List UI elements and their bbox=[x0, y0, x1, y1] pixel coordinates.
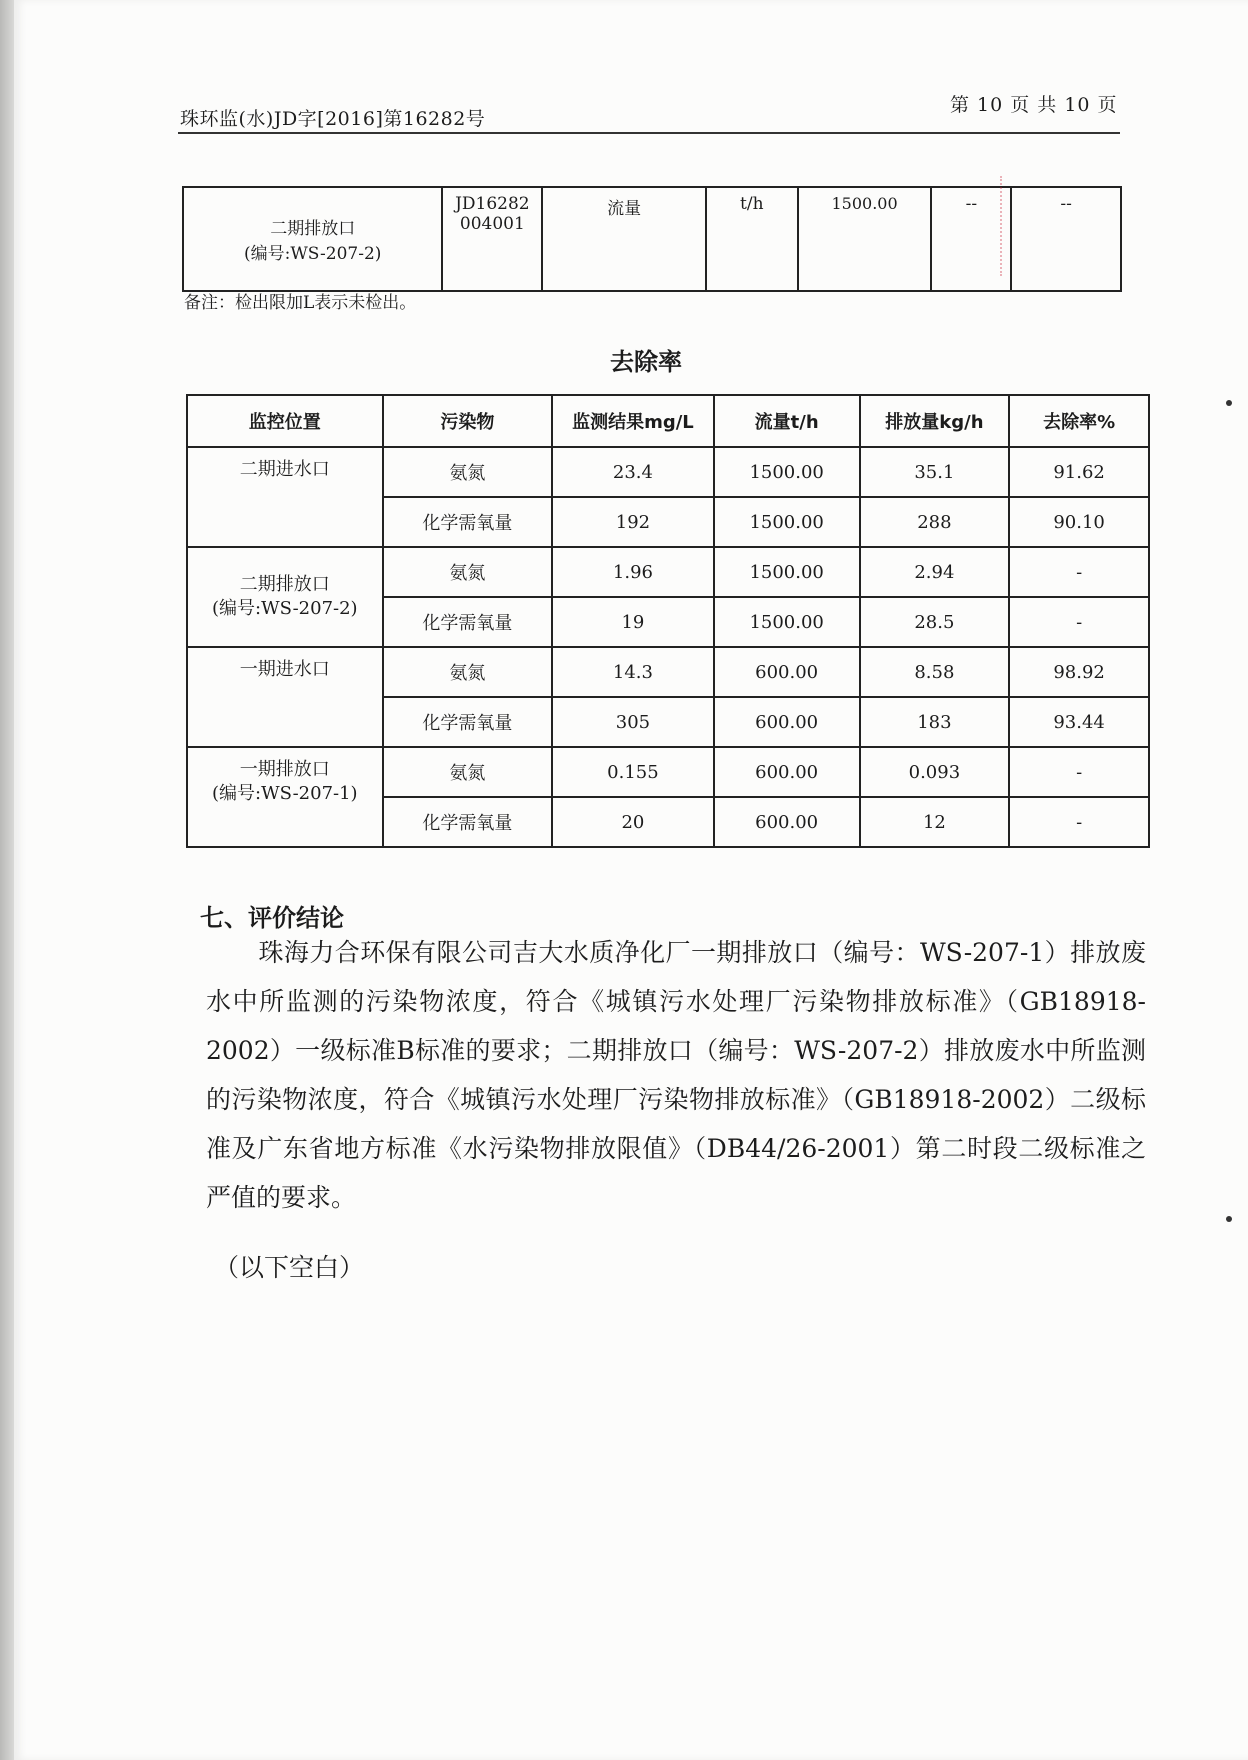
location-cell bbox=[187, 747, 383, 847]
result-cell: 0.155 bbox=[552, 747, 714, 797]
page-indicator: 第 10 页 共 10 页 bbox=[950, 94, 1118, 116]
binding-hole-mark bbox=[1226, 1216, 1232, 1222]
discharge-cell: 0.093 bbox=[860, 747, 1010, 797]
table-row bbox=[187, 447, 1149, 497]
flow-cell: 600.00 bbox=[714, 747, 860, 797]
flow-cell: 1500.00 bbox=[714, 547, 860, 597]
result-cell: 20 bbox=[552, 797, 714, 847]
conclusion-text: 珠海力合环保有限公司吉大水质净化厂一期排放口（编号：WS-207-1）排放废水中所监测的污染物浓度，符合《城镇污水处理厂污染物排放标准》（GB18918-2002）一级标准B标准的要求；二期排放口（编号：WS-207-2）排放废水中所监测的污染物浓度，符合《城镇污水处理厂污染物排放标准》（GB18918-2002）二级标准及广东省地方标准《水污染物排放限值》（DB44/26-2001）第二时段二级标准之严值的要求。 bbox=[206, 938, 1146, 1212]
discharge-cell: 35.1 bbox=[860, 447, 1010, 497]
dash-cell: -- bbox=[1011, 187, 1121, 291]
location-cell bbox=[187, 447, 383, 547]
discharge-cell: 2.94 bbox=[860, 547, 1010, 597]
rate-cell: 98.92 bbox=[1009, 647, 1149, 697]
table-row bbox=[187, 647, 1149, 697]
location-name: 一期排放口 bbox=[239, 759, 330, 780]
rate-cell: - bbox=[1009, 747, 1149, 797]
sample-id-line2: 004001 bbox=[459, 214, 525, 234]
removal-rate-table bbox=[186, 394, 1150, 848]
column-header: 流量t/h bbox=[714, 395, 860, 447]
location-name: 二期进水口 bbox=[239, 459, 330, 480]
pollutant-cell: 化学需氧量 bbox=[383, 797, 553, 847]
document-number: 珠环监(水)JD字[2016]第16282号 bbox=[180, 108, 486, 130]
result-cell: 305 bbox=[552, 697, 714, 747]
pollutant-cell: 氨氮 bbox=[383, 447, 553, 497]
location-cell bbox=[187, 547, 383, 647]
item-cell: 流量 bbox=[542, 187, 706, 291]
rate-cell: - bbox=[1009, 597, 1149, 647]
location-code: (编号:WS-207-2) bbox=[243, 244, 382, 264]
header-divider bbox=[178, 132, 1120, 134]
discharge-cell: 8.58 bbox=[860, 647, 1010, 697]
result-cell: 1.96 bbox=[552, 547, 714, 597]
dash-cell: -- bbox=[931, 187, 1011, 291]
removal-rate-title: 去除率 bbox=[610, 348, 682, 376]
pollutant-cell: 氨氮 bbox=[383, 547, 553, 597]
flow-cell: 600.00 bbox=[714, 797, 860, 847]
result-cell: 192 bbox=[552, 497, 714, 547]
flow-cell: 1500.00 bbox=[714, 447, 860, 497]
table-row bbox=[187, 747, 1149, 797]
pollutant-cell: 化学需氧量 bbox=[383, 697, 553, 747]
section-title: 七、评价结论 bbox=[200, 904, 344, 932]
sample-id-cell bbox=[442, 187, 542, 291]
table-note: 备注：检出限加L表示未检出。 bbox=[184, 293, 417, 313]
discharge-cell: 183 bbox=[860, 697, 1010, 747]
column-header: 污染物 bbox=[383, 395, 553, 447]
flow-cell: 1500.00 bbox=[714, 497, 860, 547]
pollutant-cell: 氨氮 bbox=[383, 747, 553, 797]
rate-cell: 91.62 bbox=[1009, 447, 1149, 497]
sample-id-line1: JD16282 bbox=[455, 194, 530, 214]
stamp-trace bbox=[930, 176, 1002, 276]
discharge-cell: 288 bbox=[860, 497, 1010, 547]
rate-cell: - bbox=[1009, 547, 1149, 597]
value-cell: 1500.00 bbox=[798, 187, 932, 291]
scan-edge-shadow bbox=[0, 0, 14, 1760]
flow-cell: 600.00 bbox=[714, 647, 860, 697]
column-header: 监测结果mg/L bbox=[552, 395, 714, 447]
flow-cell: 600.00 bbox=[714, 697, 860, 747]
location-cell bbox=[183, 187, 442, 291]
flow-cell: 1500.00 bbox=[714, 597, 860, 647]
result-cell: 19 bbox=[552, 597, 714, 647]
location-code: (编号:WS-207-1) bbox=[212, 783, 358, 805]
pollutant-cell: 化学需氧量 bbox=[383, 497, 553, 547]
column-header: 排放量kg/h bbox=[860, 395, 1010, 447]
location-name: 二期排放口 bbox=[239, 573, 330, 595]
unit-cell: t/h bbox=[706, 187, 798, 291]
discharge-cell: 28.5 bbox=[860, 597, 1010, 647]
pollutant-cell: 氨氮 bbox=[383, 647, 553, 697]
result-cell: 23.4 bbox=[552, 447, 714, 497]
column-header: 监控位置 bbox=[187, 395, 383, 447]
location-cell bbox=[187, 647, 383, 747]
location-name: 二期排放口 bbox=[270, 219, 356, 239]
blank-below-note: （以下空白） bbox=[214, 1253, 365, 1282]
table-header-row bbox=[187, 395, 1149, 447]
rate-cell: 90.10 bbox=[1009, 497, 1149, 547]
location-code: (编号:WS-207-2) bbox=[212, 598, 358, 619]
binding-hole-mark bbox=[1226, 400, 1232, 406]
conclusion-paragraph bbox=[206, 928, 1146, 1222]
discharge-cell: 12 bbox=[860, 797, 1010, 847]
pollutant-cell: 化学需氧量 bbox=[383, 597, 553, 647]
column-header: 去除率% bbox=[1009, 395, 1149, 447]
rate-cell: - bbox=[1009, 797, 1149, 847]
result-cell: 14.3 bbox=[552, 647, 714, 697]
table-row bbox=[187, 547, 1149, 597]
location-name: 一期进水口 bbox=[239, 659, 330, 680]
rate-cell: 93.44 bbox=[1009, 697, 1149, 747]
